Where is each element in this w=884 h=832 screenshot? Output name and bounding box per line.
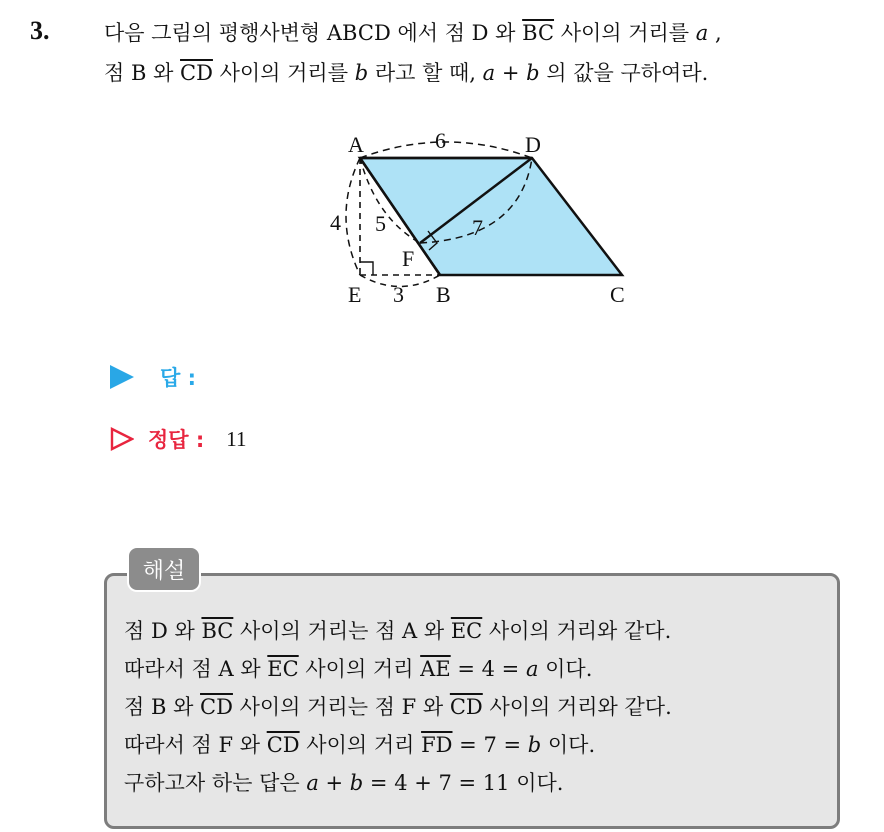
segment-cd: $\overline{CD}$	[449, 695, 483, 719]
solution-text: 점 D 와	[124, 619, 202, 643]
variable-b: b	[354, 61, 369, 85]
solution-text: = 4 + 7 = 11 이다.	[363, 771, 564, 795]
solution-text: 이다.	[541, 733, 596, 757]
question-text: 점 B 와	[104, 61, 181, 85]
solution-text: 따라서 점 A 와	[124, 657, 268, 681]
question-text: ,	[708, 21, 722, 45]
solution-line-4	[124, 729, 595, 759]
outline-triangle-icon	[110, 427, 134, 451]
solution-text: 사이의 거리와 같다.	[482, 695, 672, 719]
solution-text: 점 B 와	[124, 695, 201, 719]
right-angle-e	[360, 262, 373, 275]
question-number: 3.	[30, 16, 50, 45]
question-text: 다음 그림의 평행사변형 ABCD 에서 점 D 와	[104, 21, 523, 45]
label-f: F	[402, 246, 415, 271]
solution-text: 사이의 거리	[298, 657, 421, 681]
question-line-1	[104, 17, 722, 47]
segment-ae: $\overline{AE}$	[420, 657, 451, 681]
segment-bc: $\overline{BC}$	[201, 619, 234, 643]
label-b: B	[436, 282, 451, 307]
solution-line-2	[124, 653, 592, 683]
solution-text: 사이의 거리는 점 F 와	[232, 695, 450, 719]
solution-text: = 7 =	[452, 733, 528, 757]
answer-row	[110, 362, 196, 392]
variable-a: a	[695, 21, 709, 45]
solution-text: 이다.	[538, 657, 593, 681]
length-fd: 7	[472, 215, 483, 240]
label-e: E	[348, 282, 362, 307]
solution-text: 구하고자 하는 답은	[124, 771, 307, 795]
variable-b: b	[527, 733, 542, 757]
solution-tab: 해설	[129, 548, 199, 590]
length-ad: 6	[435, 128, 446, 153]
solution-text: = 4 =	[450, 657, 526, 681]
question-text: 의 값을 구하여라.	[539, 61, 709, 85]
solution-line-5	[124, 767, 563, 797]
arc-ae	[346, 158, 360, 275]
expression-a-plus-b: a + b	[306, 771, 364, 795]
correct-answer-label: 정답 :	[148, 428, 205, 452]
question-line-2	[104, 57, 708, 87]
solution-text: 따라서 점 F 와	[124, 733, 267, 757]
correct-answer-value: 11	[226, 426, 247, 451]
play-triangle-icon	[110, 365, 134, 389]
solution-text: 사이의 거리는 점 A 와	[233, 619, 451, 643]
length-ae: 4	[330, 210, 341, 235]
length-af: 5	[375, 211, 386, 236]
segment-bc: $\overline{BC}$	[522, 21, 555, 45]
solution-text: 사이의 거리	[299, 733, 422, 757]
expression-a-plus-b: a + b	[482, 61, 540, 85]
variable-a: a	[525, 657, 539, 681]
length-eb: 3	[393, 282, 404, 307]
arc-ad	[360, 142, 532, 158]
question-text: 라고 할 때,	[368, 61, 483, 85]
label-c: C	[610, 282, 625, 307]
segment-fd: $\overline{FD}$	[421, 733, 453, 757]
segment-ec: $\overline{EC}$	[450, 619, 483, 643]
question-text: 사이의 거리를	[554, 21, 696, 45]
parallelogram-figure	[320, 118, 650, 318]
segment-cd: $\overline{CD}$	[200, 695, 233, 719]
segment-cd: $\overline{CD}$	[180, 61, 213, 85]
label-a: A	[348, 132, 364, 157]
label-d: D	[525, 132, 541, 157]
answer-label: 답 :	[160, 366, 196, 390]
question-text: 사이의 거리를	[212, 61, 355, 85]
solution-line-1	[124, 615, 671, 645]
segment-cd: $\overline{CD}$	[266, 733, 300, 757]
correct-answer-row	[110, 424, 247, 454]
solution-text: 사이의 거리와 같다.	[482, 619, 672, 643]
segment-ec: $\overline{EC}$	[267, 657, 299, 681]
solution-line-3	[124, 691, 672, 721]
